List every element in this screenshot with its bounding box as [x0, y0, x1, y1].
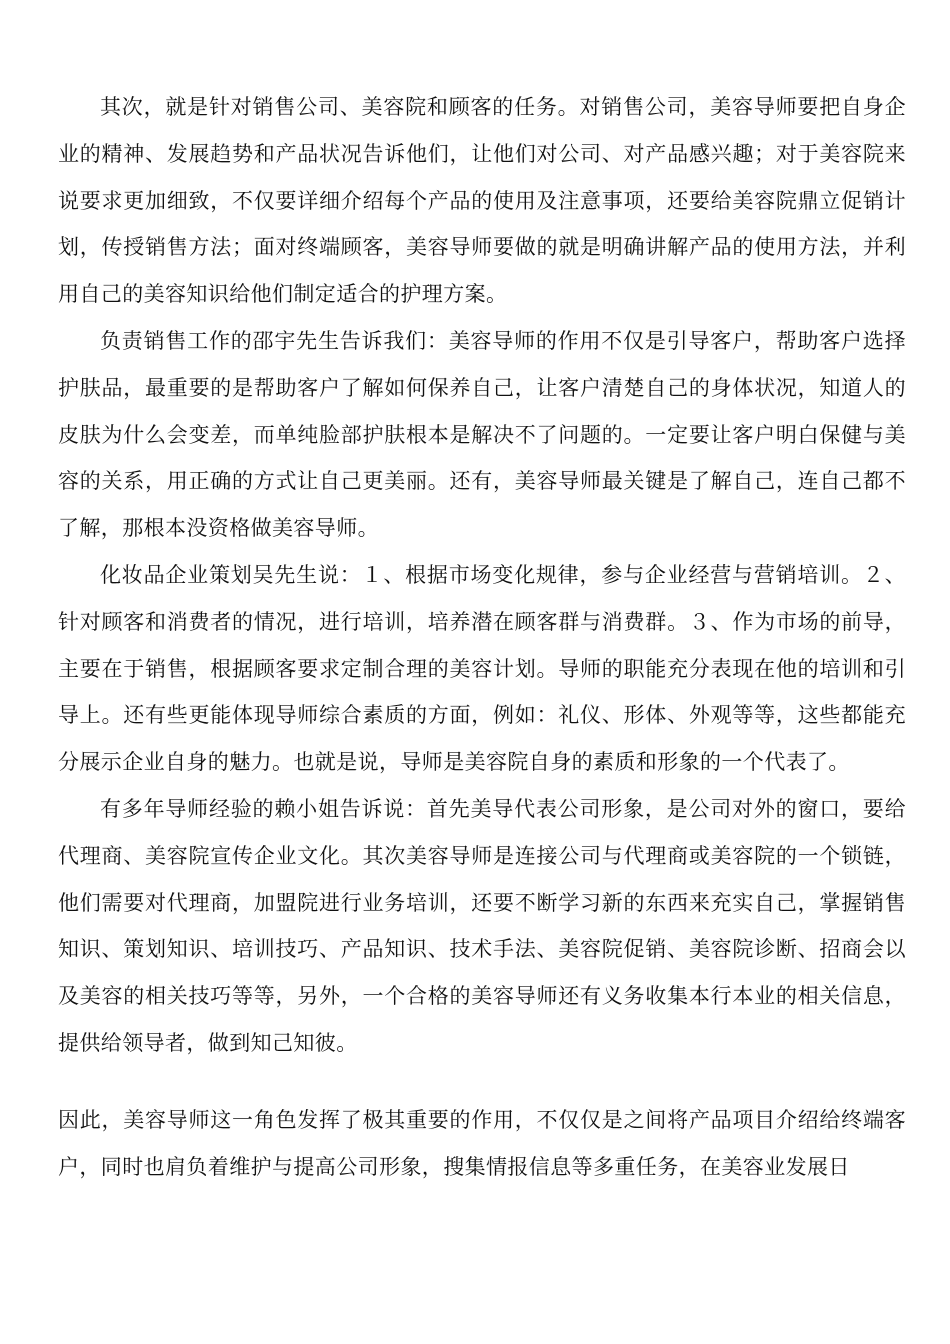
paragraph-gap	[58, 1067, 906, 1097]
paragraph-5: 因此，美容导师这一角色发挥了极其重要的作用，不仅仅是之间将产品项目介绍给终端客户，同时也肩负着维护与提高公司形象，搜集情报信息等多重任务，在美容业发展日	[58, 1107, 906, 1179]
paragraph-3: 化妆品企业策划吴先生说：１、根据市场变化规律，参与企业经营与营销培训。２、针对顾客和消费者的情况，进行培训，培养潜在顾客群与消费群。３、作为市场的前导，主要在于销售，根据顾客要求定制合理的美容计划。导师的职能充分表现在他的培训和引导上。还有些更能体现导师综合素质的方面，例如：礼仪、形体、外观等等，这些都能充分展示企业自身的魅力。也就是说，导师是美容院自身的素质和形象的一个代表了。	[58, 562, 906, 775]
paragraph-1: 其次，就是针对销售公司、美容院和顾客的任务。对销售公司，美容导师要把自身企业的精神、发展趋势和产品状况告诉他们，让他们对公司、对产品感兴趣；对于美容院来说要求更加细致，不仅要详细介绍每个产品的使用及注意事项，还要给美容院鼎立促销计划，传授销售方法；面对终端顾客，美容导师要做的就是明确讲解产品的使用方法，并利用自己的美容知识给他们制定适合的护理方案。	[58, 95, 906, 307]
document-body	[58, 84, 906, 1190]
paragraph-4: 有多年导师经验的赖小姐告诉说：首先美导代表公司形象，是公司对外的窗口，要给代理商、美容院宣传企业文化。其次美容导师是连接公司与代理商或美容院的一个锁链，他们需要对代理商，加盟院进行业务培训，还要不断学习新的东西来充实自己，掌握销售知识、策划知识、培训技巧、产品知识、技术手法、美容院促销、美容院诊断、招商会以及美容的相关技巧等等，另外，一个合格的美容导师还有义务收集本行本业的相关信息，提供给领导者，做到知己知彼。	[58, 796, 906, 1055]
paragraph-2: 负责销售工作的邵宇先生告诉我们：美容导师的作用不仅是引导客户，帮助客户选择护肤品，最重要的是帮助客户了解如何保养自己，让客户清楚自己的身体状况，知道人的皮肤为什么会变差，而单纯脸部护肤根本是解决不了问题的。一定要让客户明白保健与美容的关系，用正确的方式让自己更美丽。还有，美容导师最关键是了解自己，连自己都不了解，那根本没资格做美容导师。	[58, 328, 906, 541]
